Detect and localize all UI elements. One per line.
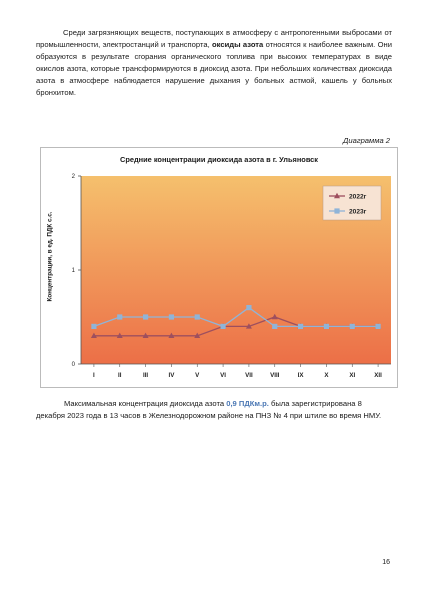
y-tick-label: 2 [71,174,75,180]
x-tick-label: IX [297,372,304,379]
data-point-square [272,324,277,329]
data-point-square [220,324,225,329]
data-point-square [298,324,303,329]
diagram-label: Диаграмма 2 [343,136,390,145]
intro-bold-term: оксиды азота [212,40,264,50]
intro-text-2: относятся к наиболее важным. Они образуются в результате сгорания органического топлива при высоких температурах в виде окислов азота, которые трансформируются в диоксид азота. При небольших количествах диоксида азота в атмосфере наблюдается нарушение дыхания у больных астмой, кашель у больных бронхитом. [36,40,392,98]
max-concentration-paragraph [36,398,392,423]
intro-paragraph [36,27,392,100]
legend-label: 2022г [349,193,367,201]
x-tick-label: VII [245,372,253,379]
x-tick-label: VIII [270,372,280,379]
intro-text-1: Среди загрязняющих веществ, поступающих в атмосферу с антропогенными выбросами от промышленности, электростанций и транспорта, [36,28,392,50]
data-point-square [246,305,251,310]
x-tick-label: VI [220,372,227,379]
x-tick-label: IV [168,372,175,379]
line-chart [41,148,397,387]
data-point-square [143,314,148,319]
max-text-after: была зарегистрирована 8 декабря 2023 года в 13 часов в Железнодорожном районе на ПНЗ № 4 при штиле во время НМУ. [36,399,382,421]
chart-title: Средние концентрации диоксида азота в г. Ульяновск [120,155,318,164]
max-text-before: Максимальная концентрация диоксида азота [64,399,227,408]
x-tick-label: III [142,372,149,379]
legend-label: 2023г [349,208,367,216]
data-point-square [195,314,200,319]
x-tick-label: V [195,372,200,379]
data-point-square [334,208,339,213]
x-tick-label: X [324,372,329,379]
chart-frame [40,147,398,388]
y-tick-label: 0 [71,362,75,368]
y-axis-title: Концентрации, в ед. ПДК с.с. [46,211,54,302]
data-point-square [375,324,380,329]
data-point-square [350,324,355,329]
data-point-square [91,324,96,329]
x-tick-label: XI [349,372,356,379]
data-point-square [324,324,329,329]
page-number: 16 [382,559,390,566]
x-tick-label: I [93,372,95,379]
x-tick-label: II [118,372,122,379]
data-point-square [169,314,174,319]
x-tick-label: XII [374,372,382,379]
y-tick-label: 1 [71,268,75,274]
max-value: 0,9 ПДКм.р. [226,399,269,408]
data-point-square [117,314,122,319]
